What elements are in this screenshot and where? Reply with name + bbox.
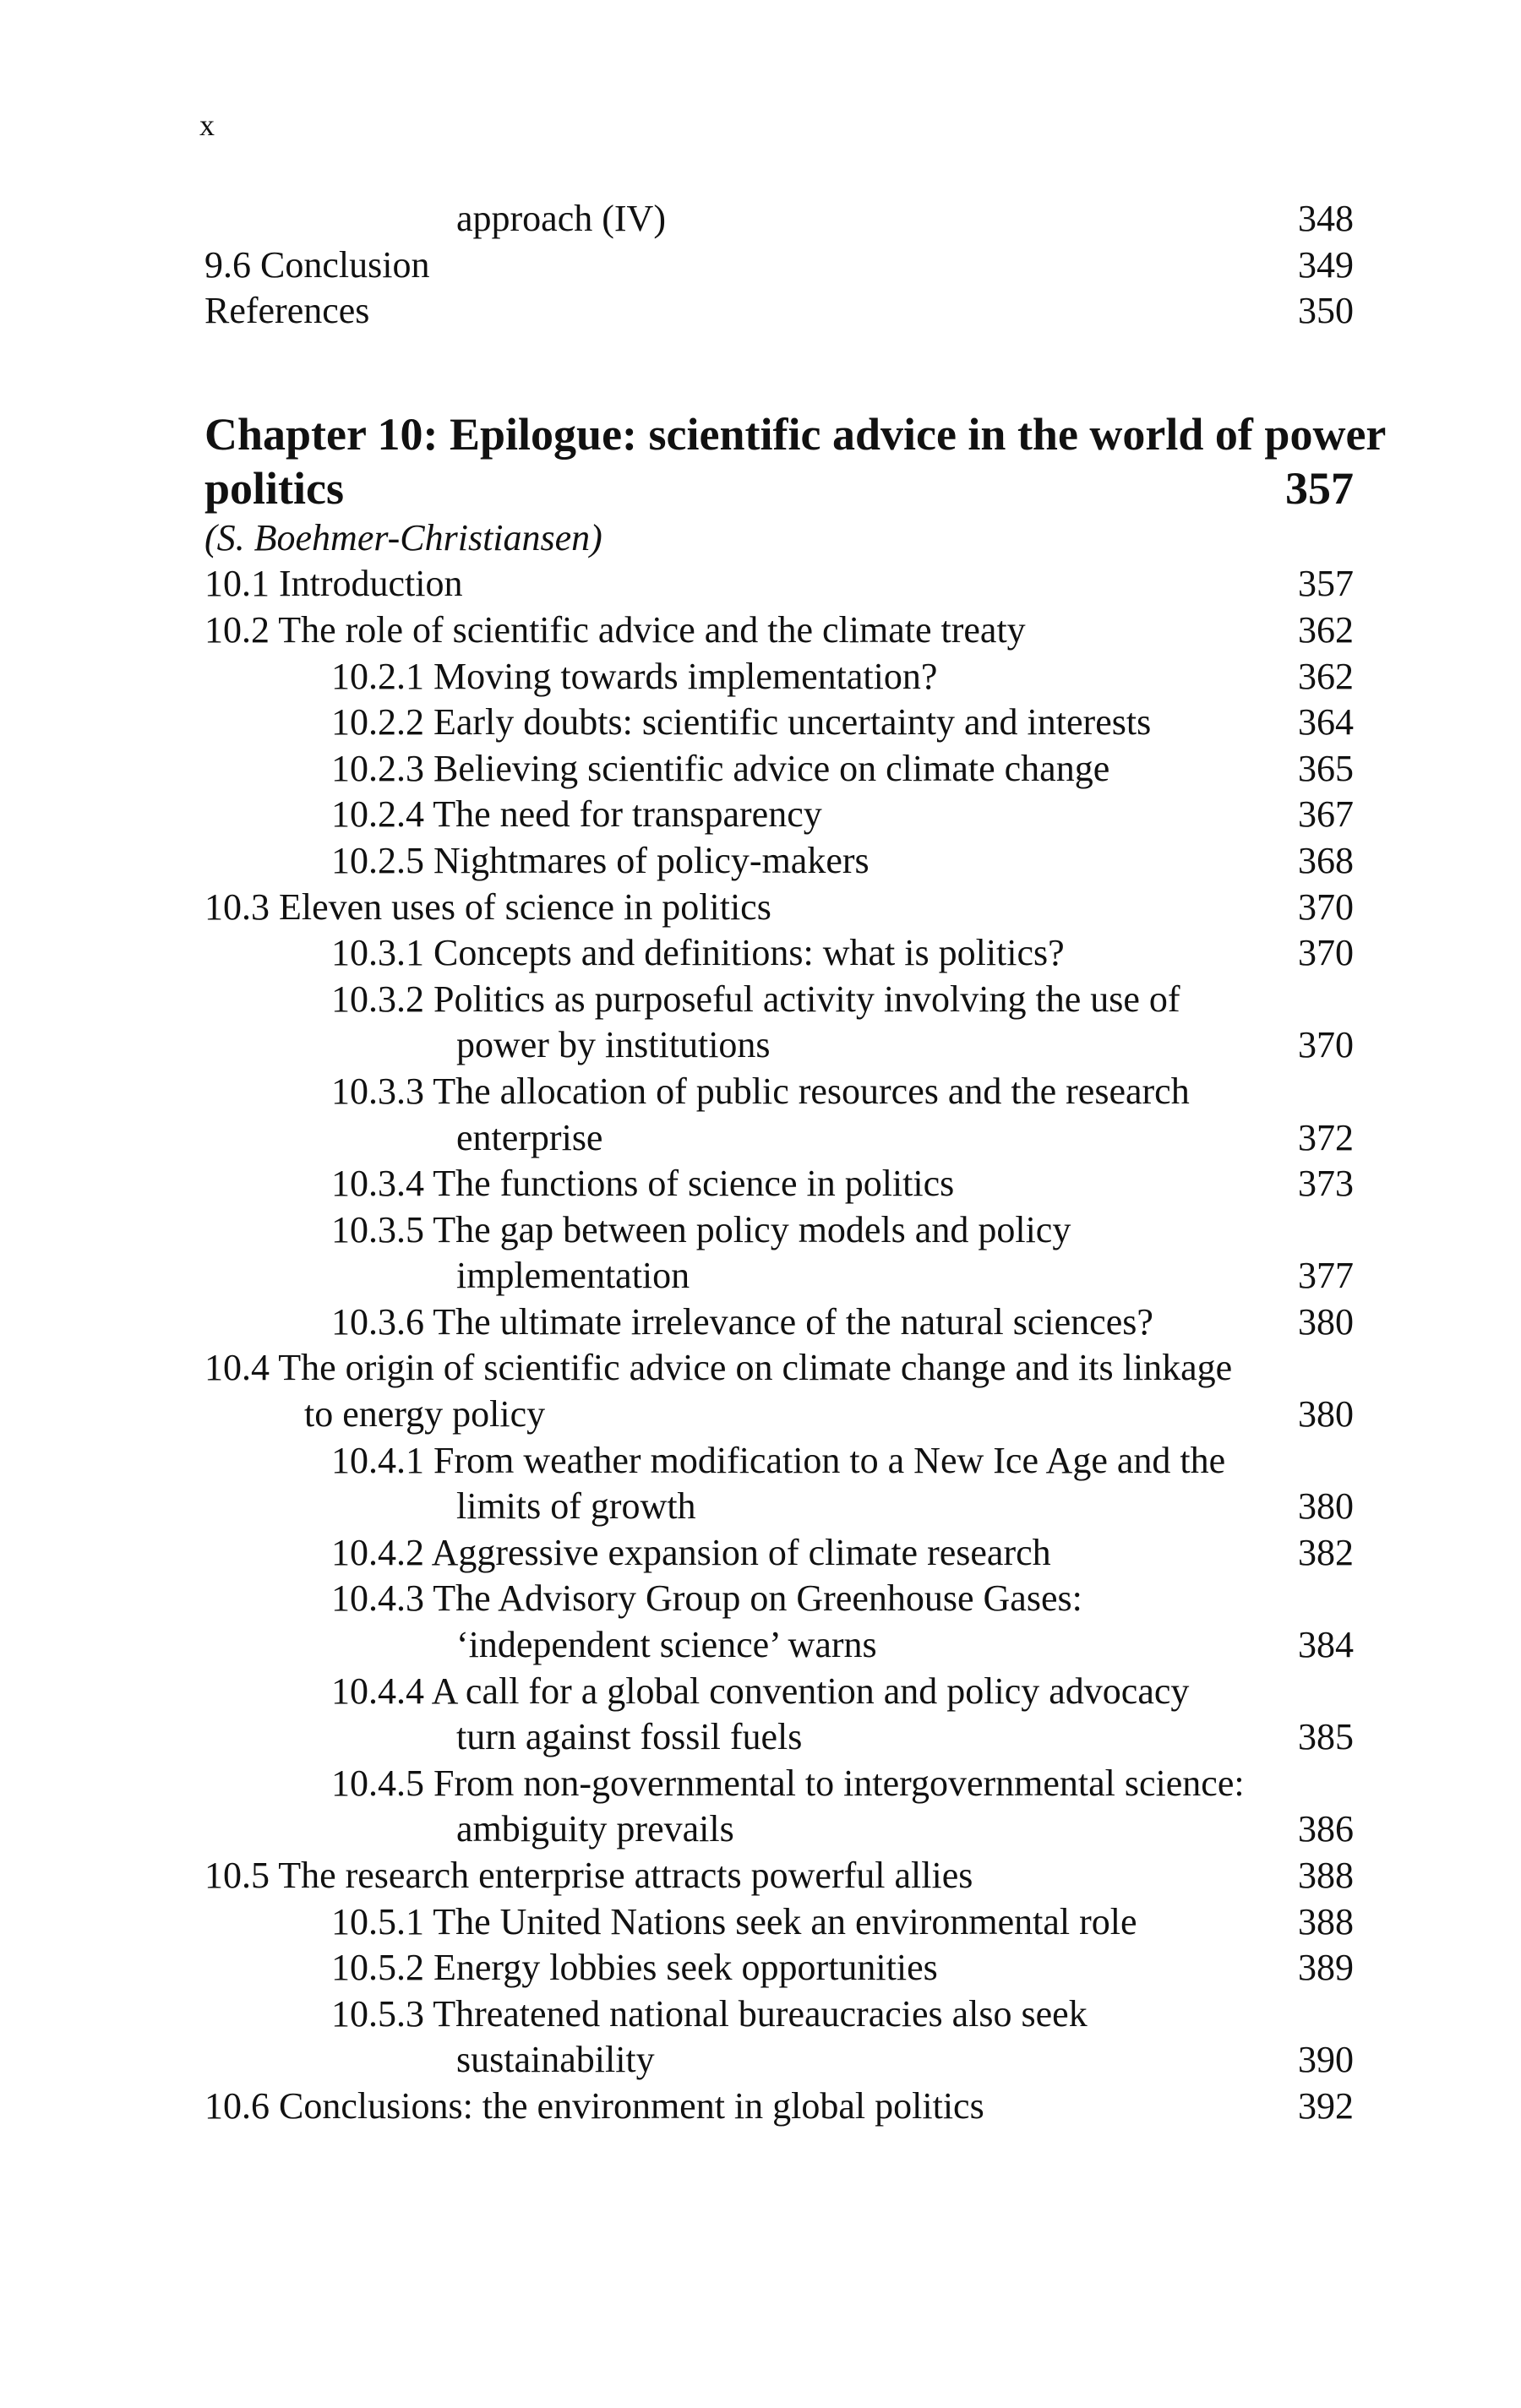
chapter-title-continuation: politics [204,462,345,514]
table-of-contents [204,196,1387,2130]
toc-entry-text: 10.5.2 Energy lobbies seek opportunities [331,1947,938,1989]
toc-entry [204,607,1364,654]
toc-entry-page: 389 [1298,1947,1354,1989]
toc-entry-text: 10.3.3 The allocation of public resources and the research [331,1070,1190,1112]
toc-entry [204,1806,1364,1853]
toc-entry-text: 10.2 The role of scientific advice and the climate treaty [204,608,1026,651]
toc-entry [204,1899,1364,1946]
toc-entry-text: 10.2.4 The need for transparency [331,793,822,836]
toc-entry-page: 384 [1298,1624,1354,1666]
toc-entry [204,792,1364,838]
toc-entry-page: 380 [1298,1300,1354,1343]
toc-entry-text: 10.2.5 Nightmares of policy-makers [331,839,870,881]
toc-entry [204,288,1364,335]
toc-entry-text: 10.5 The research enterprise attracts powerful allies [204,1855,973,1896]
toc-entry-text: 9.6 Conclusion [204,243,430,286]
toc-entry-text: 10.3.1 Concepts and definitions: what is politics? [331,932,1065,974]
toc-entry [204,1345,1364,1392]
toc-entry-text: 10.2.3 Believing scientific advice on climate change [331,747,1110,789]
toc-entry-text: 10.5.1 The United Nations seek an environmental role [331,1900,1137,1942]
toc-entry [204,1530,1364,1577]
toc-entry-text: 10.2.1 Moving towards implementation? [331,655,938,697]
toc-entry-page: 349 [1298,243,1354,286]
toc-entry-text: turn against fossil fuels [456,1716,803,1758]
toc-entry-text: ambiguity prevails [456,1808,734,1850]
toc-entry-page: 373 [1298,1163,1354,1205]
toc-entry-page: 348 [1298,198,1354,239]
toc-entry [204,1253,1364,1299]
toc-entry-page: 372 [1298,1116,1354,1158]
toc-entry [204,2037,1364,2084]
toc-entry-page: 365 [1298,747,1354,789]
toc-entry-text: 10.3.4 The functions of science in politics [331,1163,955,1205]
toc-entry-text: 10.2.2 Early doubts: scientific uncertainty and interests [331,701,1152,744]
toc-entry-text: 10.4 The origin of scientific advice on climate change and its linkage [204,1347,1233,1389]
toc-entry [204,561,1364,607]
toc-entry-page: 386 [1298,1808,1354,1850]
toc-entry-page: 392 [1298,2084,1354,2127]
toc-entry-text: 10.3 Eleven uses of science in politics [204,885,771,928]
section-gap [204,335,1364,407]
toc-entry-text: References [204,290,370,332]
chapter-title-line-1: Chapter 10: Epilogue: scientific advice in the world of power [204,408,1387,460]
toc-entry-text: power by institutions [456,1024,771,1066]
toc-entry [204,1207,1364,1254]
toc-entry [204,885,1364,931]
toc-entry [204,1484,1364,1530]
toc-entry-text: 10.4.3 The Advisory Group on Greenhouse Gases: [331,1577,1082,1620]
toc-entry [204,838,1364,885]
chapter-author: (S. Boehmer-Christiansen) [204,516,602,558]
toc-entry-text: 10.4.1 From weather modification to a New Ice Age and the [331,1439,1226,1481]
toc-entry-page: 368 [1298,839,1354,881]
toc-entry [204,1299,1364,1346]
toc-entry [204,700,1364,746]
toc-entry-page: 380 [1298,1485,1354,1528]
toc-entry-page: 362 [1298,608,1354,651]
toc-entry [204,930,1364,977]
toc-entry-page: 388 [1298,1900,1354,1942]
toc-entry [204,196,1364,242]
toc-entry-text: 10.3.2 Politics as purposeful activity involving the use of [331,978,1180,1020]
previous-chapter-entries [204,196,1364,335]
toc-entry-text: ‘independent science’ warns [456,1624,877,1666]
toc-entry [204,746,1364,793]
toc-entry [204,1161,1364,1207]
toc-entry-text: sustainability [456,2039,655,2081]
toc-entry-text: approach (IV) [456,198,666,239]
toc-entry-page: 362 [1298,655,1354,697]
toc-entry-page: 370 [1298,885,1354,928]
toc-entry-text: to energy policy [304,1393,546,1436]
toc-entry-page: 370 [1298,1024,1354,1066]
toc-entry-text: limits of growth [456,1485,696,1528]
toc-entry-text: 10.3.5 The gap between policy models and policy [331,1208,1071,1250]
toc-entry [204,1853,1364,1899]
toc-entry-text: 10.4.5 From non-governmental to intergovernmental science: [331,1762,1245,1804]
toc-entry [204,1761,1364,1807]
toc-entry [204,1714,1364,1761]
chapter-entries [204,561,1364,2129]
toc-entry [204,2084,1364,2130]
toc-entry [204,1991,1364,2038]
toc-entry [204,654,1364,700]
page-number: x [199,108,215,142]
toc-entry-page: 388 [1298,1855,1354,1896]
toc-entry [204,1115,1364,1162]
toc-entry [204,1622,1364,1669]
toc-entry [204,1392,1364,1438]
toc-entry [204,1576,1364,1622]
toc-entry-text: 10.5.3 Threatened national bureaucracies also seek [331,1992,1088,2035]
toc-entry-text: 10.4.2 Aggressive expansion of climate research [331,1531,1051,1573]
toc-entry-text: implementation [456,1255,690,1297]
toc-entry [204,1438,1364,1485]
toc-entry [204,242,1364,289]
chapter-title-line-2 [204,461,1364,515]
toc-entry-page: 390 [1298,2039,1354,2081]
toc-entry-page: 357 [1298,563,1354,605]
toc-entry [204,1945,1364,1991]
toc-entry-page: 377 [1298,1255,1354,1297]
toc-entry-text: enterprise [456,1116,603,1158]
toc-entry [204,1022,1364,1069]
toc-entry-page: 380 [1298,1393,1354,1436]
toc-entry-text: 10.3.6 The ultimate irrelevance of the natural sciences? [331,1300,1153,1343]
toc-entry-text: 10.1 Introduction [204,563,463,605]
toc-entry-page: 350 [1298,290,1354,332]
toc-entry-page: 385 [1298,1716,1354,1758]
chapter-heading [204,407,1387,515]
toc-entry [204,1669,1364,1715]
toc-entry-page: 364 [1298,701,1354,744]
toc-entry [204,977,1364,1023]
toc-entry-text: 10.6 Conclusions: the environment in global politics [204,2084,984,2127]
toc-entry-page: 382 [1298,1531,1354,1573]
chapter-page-number: 357 [1285,462,1354,514]
toc-entry-text: 10.4.4 A call for a global convention and policy advocacy [331,1670,1190,1712]
toc-entry-page: 367 [1298,793,1354,836]
toc-entry-page: 370 [1298,932,1354,974]
toc-entry [204,1069,1364,1115]
